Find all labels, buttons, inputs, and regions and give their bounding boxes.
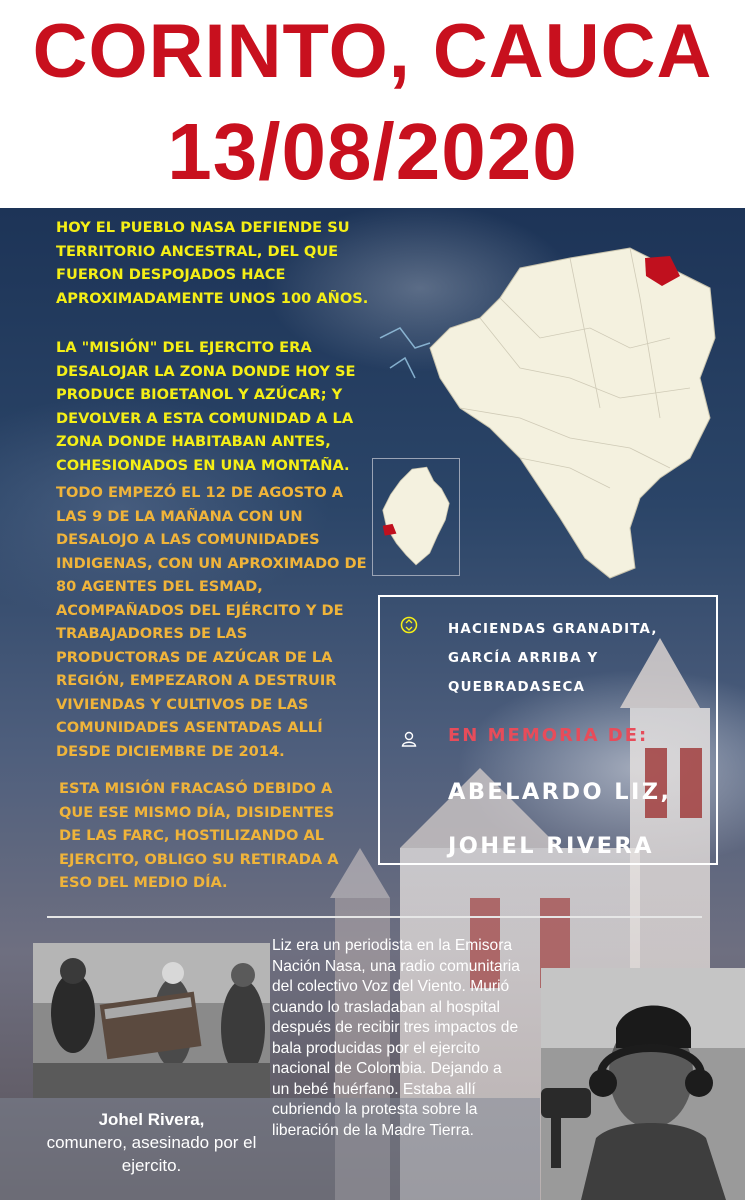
title-date: 13/08/2020 — [167, 107, 578, 196]
haciendas-location: HACIENDAS GRANADITA, GARCÍA ARRIBA Y QUEBRADASECA — [448, 622, 658, 695]
photo-caption — [33, 1108, 270, 1177]
memoria-label: EN MEMORIA DE: — [448, 725, 649, 746]
caption-name: Johel Rivera, — [98, 1110, 205, 1129]
journalist-photo — [541, 968, 745, 1200]
memorial-info-box — [378, 595, 718, 865]
events-paragraph: TODO EMPEZÓ EL 12 DE AGOSTO A LAS 9 DE LA MAÑANA CON UN DESALOJO A LAS COMUNIDADES INDIGENAS, CON UN APROXIMADO DE 80 AGENTES DEL ESMAD, ACOMPAÑADOS DEL EJÉRCITO Y DE TRABAJADORES DE LAS PRODUCTORAS DE AZÚCAR DE LA REGIÓN, EMPEZARON A DESTRUIR VIVIENDAS Y CULTIVOS DE LAS COMUNIDADES ASENTADAS ALLÍ DESDE DICIEMBRE DE 2014. — [56, 484, 367, 760]
caption-description: comunero, asesinado por el ejercito. — [46, 1133, 257, 1175]
colombia-inset-map — [372, 458, 460, 576]
intro-paragraph: HOY EL PUEBLO NASA DEFIENDE SU TERRITORIO ANCESTRAL, DEL QUE FUERON DESPOJADOS HACE APROXIMADAMENTE UNOS 100 AÑOS. — [56, 219, 369, 307]
person-icon — [400, 730, 418, 748]
title-location: CORINTO, CAUCA — [32, 9, 713, 94]
funeral-photo — [33, 943, 270, 1098]
header — [0, 0, 745, 208]
compass-icon — [400, 616, 418, 634]
section-divider — [47, 916, 702, 918]
victim-names — [448, 765, 718, 873]
victim-name-abelardo: ABELARDO LIZ, — [448, 779, 672, 805]
victim-name-johel: JOHEL RIVERA — [448, 833, 654, 859]
poster-background — [0, 208, 745, 1200]
mission-paragraph: LA "MISIÓN" DEL EJERCITO ERA DESALOJAR LA ZONA DONDE HOY SE PRODUCE BIOETANOL Y AZÚCAR; Y DEVOLVER A ESTA COMUNIDAD A LA ZONA DONDE HABITABAN ANTES, COHESIONADOS EN UNA MONTAÑA. — [56, 339, 356, 474]
liz-biography: Liz era un periodista en la Emisora Nación Nasa, una radio comunitaria del colectivo Voz del Viento. Murió cuando lo trasladaban al hospital después de recibir tres impactos de bala producidas por el ejercito nacional de Colombia. Dejando a un bebé huérfano. Estaba allí cubriendo la protesta sobre la liberación de la Madre Tierra. — [272, 937, 520, 1139]
outcome-paragraph: ESTA MISIÓN FRACASÓ DEBIDO A QUE ESE MISMO DÍA, DISIDENTES DE LAS FARC, HOSTILIZANDO AL EJERCITO, OBLIGO SU RETIRADA A ESO DEL MEDIO DÍA. — [59, 780, 339, 891]
